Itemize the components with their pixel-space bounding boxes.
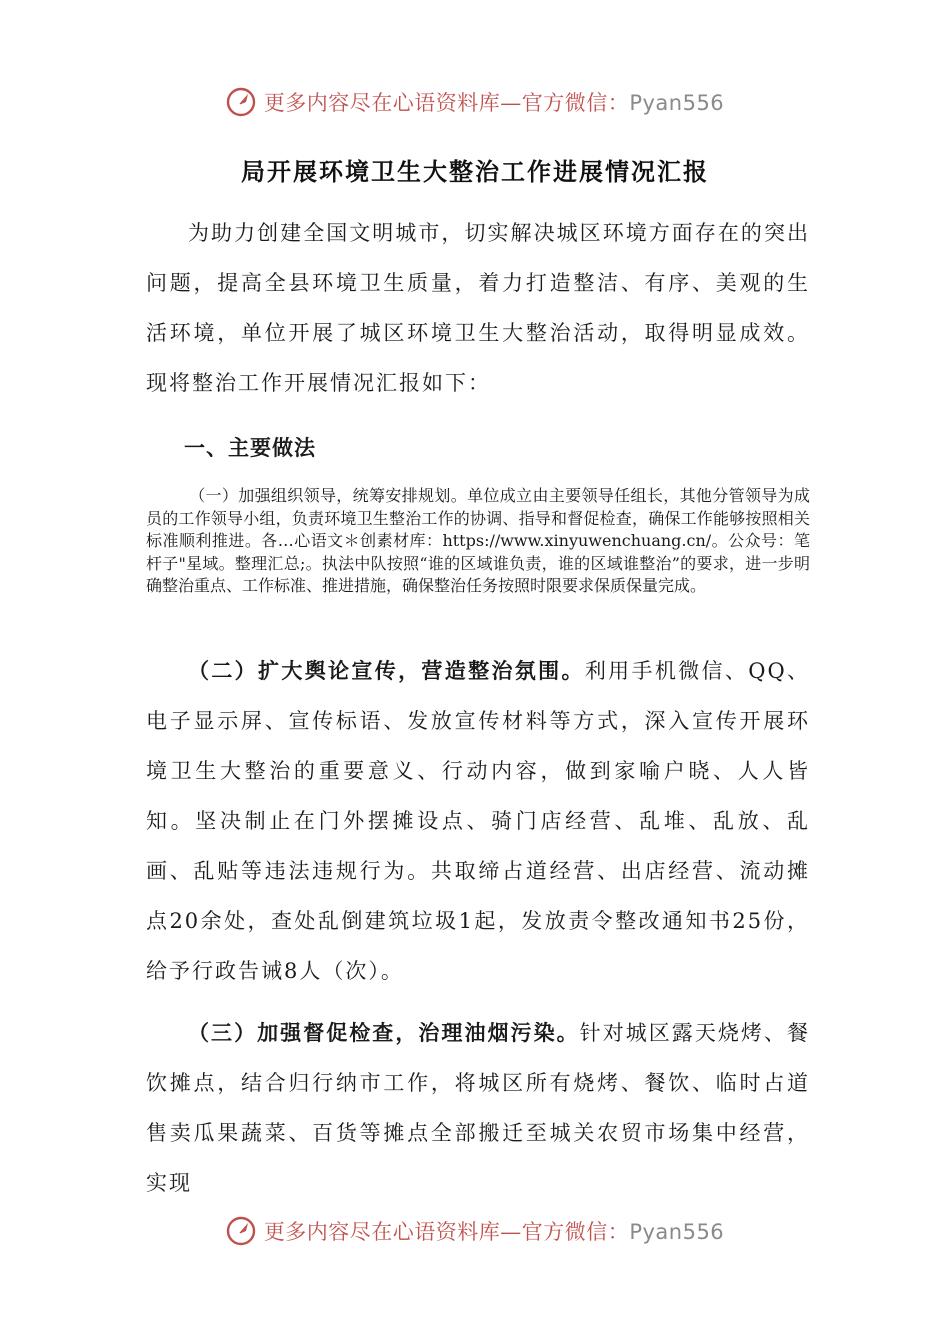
section-heading-block — [146, 432, 810, 462]
footer-banner — [0, 1211, 950, 1251]
intro-section — [146, 208, 810, 408]
item2-body: 利用手机微信、QQ、电子显示屏、宣传标语、发放宣传材料等方式，深入宣传开展环境卫生大整治的重要意义、行动内容，做到家喻户晓、人人皆知。坚决制止在门外摆摊设点、骑门店经营、乱堆、乱放、乱画、乱贴等违法违规行为。共取缔占道经营、出店经营、流动摊点20余处，查处乱倒建筑垃圾1起，发放责令整改通知书25份，给予行政告诫8人（次）。 — [146, 659, 811, 983]
header-banner — [0, 82, 950, 122]
banner-main-text: 更多内容尽在心语资料库—官方微信： — [263, 91, 630, 115]
banner-text — [264, 1216, 724, 1246]
section-heading: 一、主要做法 — [184, 435, 316, 460]
item2-section — [146, 646, 810, 996]
item1-section — [146, 485, 810, 598]
banner-account-text: Pyan556 — [629, 1220, 725, 1244]
quill-logo-icon — [226, 87, 256, 117]
item3-section — [146, 1008, 810, 1208]
item2-lead: （二）扩大舆论宣传，营造整治氛围。 — [188, 658, 585, 683]
item2-paragraph — [146, 646, 810, 996]
item3-body: 针对城区露天烧烤、餐饮摊点，结合归行纳市工作，将城区所有烧烤、餐饮、临时占道售卖瓜果蔬菜、百货等摊点全部搬迁至城关农贸市场集中经营，实现 — [146, 1021, 811, 1195]
banner-main-text: 更多内容尽在心语资料库—官方微信： — [263, 1220, 630, 1244]
document-title: 局开展环境卫生大整治工作进展情况汇报 — [241, 157, 709, 186]
item3-paragraph — [146, 1008, 810, 1208]
intro-paragraph: 为助力创建全国文明城市，切实解决城区环境方面存在的突出问题，提高全县环境卫生质量，着力打造整洁、有序、美观的生活环境，单位开展了城区环境卫生大整治活动，取得明显成效。现将整治工作开展情况汇报如下： — [146, 221, 810, 395]
banner-text — [264, 87, 724, 117]
item3-lead: （三）加强督促检查，治理油烟污染。 — [188, 1020, 580, 1045]
quill-logo-icon — [226, 1216, 256, 1246]
banner-account-text: Pyan556 — [629, 91, 725, 115]
item1-paragraph: （一）加强组织领导，统筹安排规划。单位成立由主要领导任组长，其他分管领导为成员的工作领导小组，负责环境卫生整治工作的协调、指导和督促检查，确保工作能够按照相关标准顺利推进。各…心语文＊创素材库：https://www.xinyuwenchuang.cn/。公众号：笔杆子"星域。整理汇总;。执法中队按照“谁的区域谁负责，谁的区域谁整治”的要求，进一步明确整治重点、工作标准、推进措施，确保整治任务按照时限要求保质保量完成。 — [146, 486, 810, 595]
